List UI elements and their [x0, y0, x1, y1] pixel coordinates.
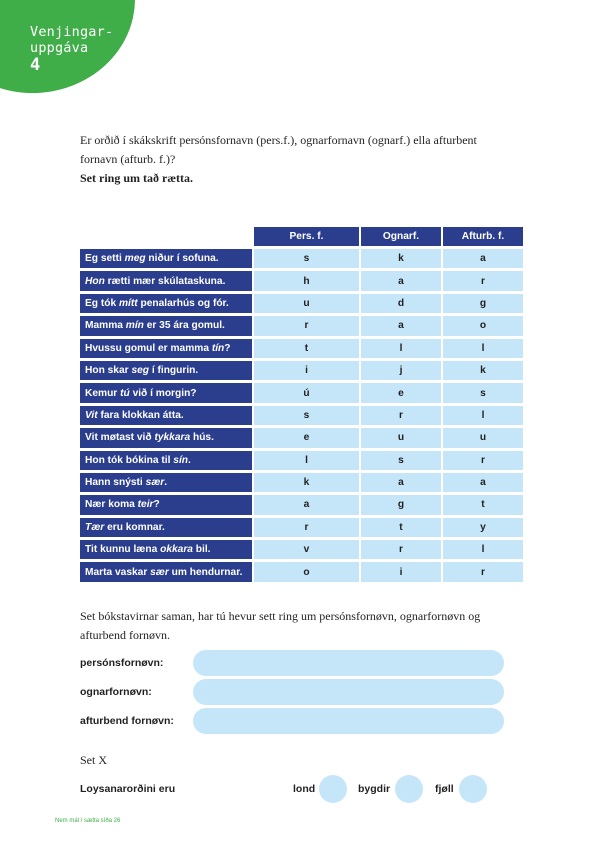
letter-ogn[interactable]: a: [361, 473, 441, 492]
intro-instruction: Set ring um tað rætta.: [80, 171, 193, 185]
sentence-before: Eg setti: [85, 253, 125, 265]
sentence-cell: [80, 473, 252, 492]
table-row: [80, 406, 523, 425]
letter-ogn[interactable]: l: [361, 339, 441, 358]
pronoun-word: teir: [137, 499, 154, 511]
sentence-before: Hon tók bókina til: [85, 454, 174, 466]
letter-aft[interactable]: l: [443, 339, 523, 358]
sentence-after: rætti mær skúlataskuna.: [104, 275, 226, 287]
pers-answer-field[interactable]: [193, 650, 504, 676]
sentence-before: Mamma: [85, 320, 126, 332]
letter-pers[interactable]: s: [254, 406, 359, 425]
badge-line2: uppgáva: [30, 40, 89, 56]
pronoun-word: sær: [150, 566, 169, 578]
letter-aft[interactable]: l: [443, 406, 523, 425]
table-row: [80, 339, 523, 358]
table-row: [80, 518, 523, 537]
pronoun-word: tú: [120, 387, 130, 399]
pronoun-word: tykkara: [154, 432, 191, 444]
table-row: [80, 383, 523, 402]
sentence-before: Marta vaskar: [85, 566, 151, 578]
letter-ogn[interactable]: g: [361, 495, 441, 514]
option-checkbox-fjoll[interactable]: [459, 775, 487, 803]
instruction-combine: Set bókstavirnar saman, har tú hevur sett ring um persónsfornøvn, ognarfornøvn og afturbend fornøvn.: [80, 609, 481, 642]
letter-ogn[interactable]: k: [361, 249, 441, 268]
header-pers: Pers. f.: [254, 227, 359, 246]
header-ogn: Ognarf.: [361, 227, 441, 246]
table-row: [80, 316, 523, 335]
letter-aft[interactable]: g: [443, 294, 523, 313]
pronoun-word: meg: [124, 253, 146, 265]
sentence-cell: [80, 316, 252, 335]
letter-aft[interactable]: a: [443, 473, 523, 492]
sentence-cell: [80, 361, 252, 380]
sentence-cell: [80, 271, 252, 290]
sentence-after: um hendurnar.: [168, 566, 243, 578]
sentence-cell: [80, 294, 252, 313]
option-label-lond: lond: [293, 783, 316, 795]
letter-pers[interactable]: u: [254, 294, 359, 313]
table-row: [80, 361, 523, 380]
sentence-after: ?: [153, 499, 160, 511]
sentence-after: er 35 ára gomul.: [143, 320, 225, 332]
sentence-before: Hvussu gomul er mamma: [85, 342, 212, 354]
sentence-cell: [80, 339, 252, 358]
letter-pers[interactable]: ú: [254, 383, 359, 402]
letter-aft[interactable]: l: [443, 540, 523, 559]
letter-ogn[interactable]: e: [361, 383, 441, 402]
table-row: [80, 451, 523, 470]
letter-ogn[interactable]: r: [361, 540, 441, 559]
field-label-pers: persónsfornøvn:: [80, 657, 164, 669]
sentence-before: Hann snýsti: [85, 477, 146, 489]
letter-ogn[interactable]: d: [361, 294, 441, 313]
letter-pers[interactable]: r: [254, 518, 359, 537]
table-row: [80, 271, 523, 290]
pronoun-word: tín: [211, 342, 225, 354]
sentence-cell: [80, 451, 252, 470]
sentence-after: í fingurin.: [149, 365, 199, 377]
pronoun-word: Vit: [85, 409, 98, 421]
letter-pers[interactable]: s: [254, 249, 359, 268]
option-label-fjoll: fjøll: [435, 783, 454, 795]
sentence-after: niður í sofuna.: [145, 253, 219, 265]
table-row: [80, 428, 523, 447]
table-row: [80, 495, 523, 514]
letter-pers[interactable]: r: [254, 316, 359, 335]
solution-label: Loysanarorðini eru: [80, 783, 176, 795]
table-row: [80, 473, 523, 492]
sentence-before: Vit møtast við: [85, 432, 155, 444]
table-row: [80, 249, 523, 268]
sentence-cell: [80, 495, 252, 514]
letter-aft[interactable]: k: [443, 361, 523, 380]
table-row: [80, 562, 523, 581]
sentence-after: hús.: [190, 432, 214, 444]
footer-text: Nem mál / sætta síða 26: [55, 818, 121, 824]
letter-aft[interactable]: a: [443, 249, 523, 268]
pronoun-word: mítt: [118, 297, 138, 309]
letter-aft[interactable]: r: [443, 562, 523, 581]
letter-pers[interactable]: e: [254, 428, 359, 447]
sentence-before: Tit kunnu læna: [85, 544, 161, 556]
sentence-cell: [80, 383, 252, 402]
intro: [80, 131, 510, 188]
sentence-cell: [80, 428, 252, 447]
sentence-before: Nær koma: [85, 499, 138, 511]
sentence-cell: [80, 540, 252, 559]
sentence-after: .: [164, 477, 168, 489]
sentence-after: .: [188, 454, 191, 466]
letter-ogn[interactable]: j: [361, 361, 441, 380]
sentence-after: eru komnar.: [104, 521, 165, 533]
header-blank: [80, 227, 252, 246]
sentence-after: bil.: [192, 544, 211, 556]
intro-question: Er orðið í skákskrift persónsfornavn (pers.f.), ognarfornavn (ognarf.) ella afturbent fornavn (afturb. f.)?: [80, 133, 477, 166]
sentence-cell: [80, 406, 252, 425]
sentence-after: fara klokkan átta.: [97, 409, 184, 421]
badge-line1: Venjingar-: [30, 24, 114, 40]
letter-ogn[interactable]: a: [361, 316, 441, 335]
option-checkbox-lond[interactable]: [319, 775, 347, 803]
letter-pers[interactable]: h: [254, 271, 359, 290]
letter-pers[interactable]: l: [254, 451, 359, 470]
header-aft: Afturb. f.: [443, 227, 523, 246]
badge-title: [30, 24, 113, 73]
letter-ogn[interactable]: u: [361, 428, 441, 447]
option-checkbox-bygdir[interactable]: [395, 775, 423, 803]
letter-pers[interactable]: k: [254, 473, 359, 492]
table-header-row: [80, 227, 523, 246]
table-row: [80, 540, 523, 559]
aft-answer-field[interactable]: [193, 708, 504, 734]
pronoun-word: mín: [125, 320, 144, 332]
sentence-after: ?: [224, 342, 231, 354]
letter-aft[interactable]: r: [443, 451, 523, 470]
sentence-before: Hon skar: [85, 365, 132, 377]
sentence-before: Kemur: [85, 387, 121, 399]
letter-ogn[interactable]: s: [361, 451, 441, 470]
answer-table: [78, 224, 525, 585]
sentence-cell: [80, 562, 252, 581]
sentence-before: Eg tók: [85, 297, 119, 309]
letter-pers[interactable]: a: [254, 495, 359, 514]
field-label-aft: afturbend fornøvn:: [80, 715, 174, 727]
letter-aft[interactable]: u: [443, 428, 523, 447]
pronoun-word: Hon: [85, 275, 105, 287]
table-row: [80, 294, 523, 313]
letter-aft[interactable]: r: [443, 271, 523, 290]
sentence-cell: [80, 249, 252, 268]
pronoun-word: Tær: [85, 521, 105, 533]
letter-ogn[interactable]: a: [361, 271, 441, 290]
badge-number: 4: [30, 55, 41, 75]
field-label-ogn: ognarfornøvn:: [80, 686, 152, 698]
letter-pers[interactable]: i: [254, 361, 359, 380]
pronoun-word: seg: [131, 365, 149, 377]
letter-pers[interactable]: t: [254, 339, 359, 358]
setx-instruction: Set X: [80, 753, 107, 767]
letter-ogn[interactable]: i: [361, 562, 441, 581]
letter-ogn[interactable]: r: [361, 406, 441, 425]
letter-aft[interactable]: y: [443, 518, 523, 537]
pronoun-word: sær: [145, 477, 165, 489]
pronoun-word: sín: [173, 454, 189, 466]
letter-pers[interactable]: o: [254, 562, 359, 581]
sentence-after: við í morgin?: [129, 387, 197, 399]
ogn-answer-field[interactable]: [193, 679, 504, 705]
letter-aft[interactable]: t: [443, 495, 523, 514]
letter-aft[interactable]: s: [443, 383, 523, 402]
letter-aft[interactable]: o: [443, 316, 523, 335]
sentence-cell: [80, 518, 252, 537]
pronoun-word: okkara: [160, 544, 193, 556]
option-label-bygdir: bygdir: [358, 783, 391, 795]
letter-ogn[interactable]: t: [361, 518, 441, 537]
sentence-after: penalarhús og fór.: [137, 297, 229, 309]
letter-pers[interactable]: v: [254, 540, 359, 559]
